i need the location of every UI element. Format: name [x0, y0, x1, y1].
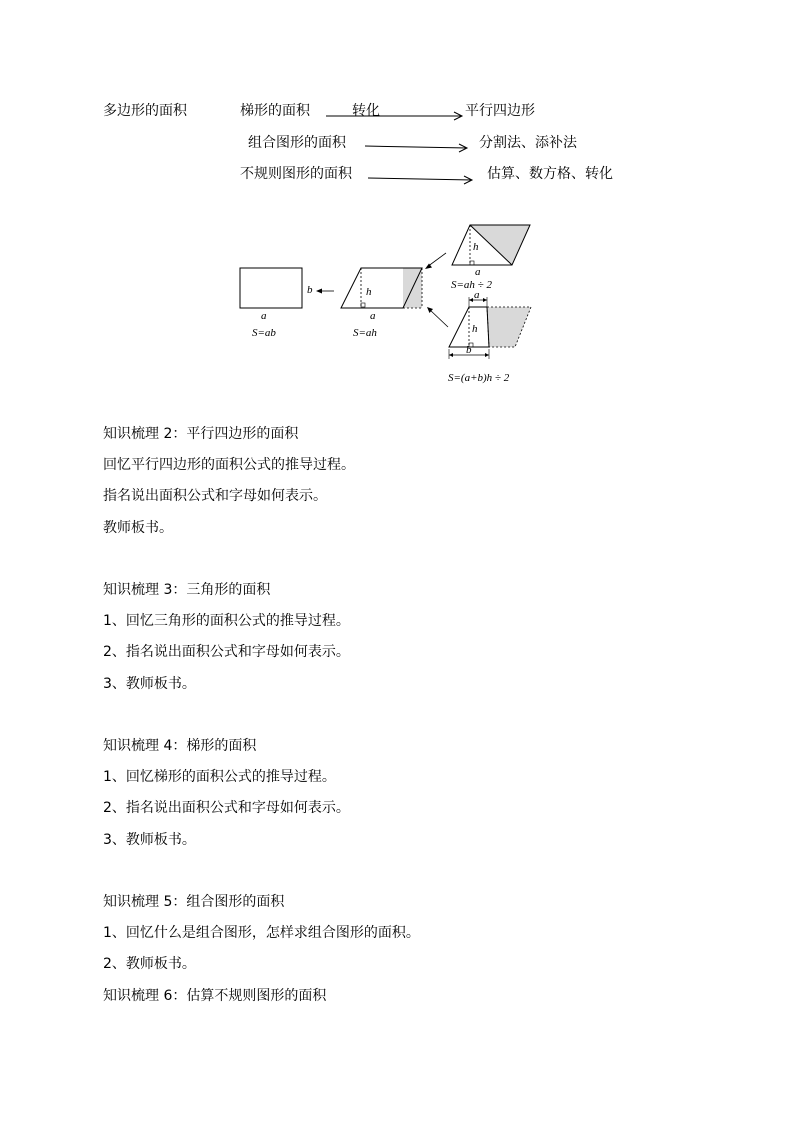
summary-row1-left: 梯形的面积: [240, 103, 310, 119]
trap-b-label: b: [466, 344, 472, 356]
section-3-line-1: 1、回忆三角形的面积公式的推导过程。: [103, 613, 350, 629]
section-5-line-1: 1、回忆什么是组合图形，怎样求组合图形的面积。: [103, 925, 420, 941]
arrow-icon: [365, 140, 471, 154]
section-3-line-3: 3、教师板书。: [103, 676, 196, 692]
trapezoid-figure: [448, 289, 531, 384]
arrow-icon: [368, 172, 476, 186]
section-6-title: 知识梳理 6：估算不规则图形的面积: [103, 988, 327, 1004]
section-4-line-2: 2、指名说出面积公式和字母如何表示。: [103, 800, 350, 816]
section-4-line-3: 3、教师板书。: [103, 832, 196, 848]
triangle-figure: [451, 225, 530, 291]
section-5-line-2: 2、教师板书。: [103, 956, 196, 972]
trap-formula: S=(a+b)h ÷ 2: [448, 372, 510, 384]
summary-row2-right: 分割法、添补法: [479, 135, 577, 151]
parallelogram-figure: [341, 268, 422, 339]
section-5-title: 知识梳理 5：组合图形的面积: [103, 894, 285, 910]
para-formula: S=ah: [353, 327, 377, 339]
trap-h-label: h: [472, 323, 478, 335]
summary-row3-left: 不规则图形的面积: [240, 166, 352, 182]
summary-row3-right: 估算、数方格、转化: [487, 166, 613, 182]
section-2-line-1: 回忆平行四边形的面积公式的推导过程。: [103, 457, 355, 473]
section-4-line-1: 1、回忆梯形的面积公式的推导过程。: [103, 769, 336, 785]
arrow-icon: [427, 307, 448, 327]
section-3-title: 知识梳理 3：三角形的面积: [103, 582, 271, 598]
rectangle-figure: [240, 268, 313, 339]
rect-b-label: b: [307, 284, 313, 296]
area-derivation-diagram: [230, 215, 550, 390]
summary-heading: 多边形的面积: [103, 103, 187, 119]
trap-a-label: a: [474, 289, 480, 301]
arrow-icon: [425, 253, 446, 269]
section-3-line-2: 2、指名说出面积公式和字母如何表示。: [103, 644, 350, 660]
tri-formula: S=ah ÷ 2: [451, 279, 492, 291]
summary-row2-left: 组合图形的面积: [248, 135, 346, 151]
tri-a-label: a: [475, 266, 481, 278]
rect-a-label: a: [261, 310, 267, 322]
para-h-label: h: [366, 286, 372, 298]
section-2-title: 知识梳理 2：平行四边形的面积: [103, 426, 299, 442]
arrow-icon: [326, 108, 466, 122]
tri-h-label: h: [473, 241, 479, 253]
summary-row1-right: 平行四边形: [465, 103, 535, 119]
summary-row1-mid: 转化: [352, 103, 380, 119]
para-a-label: a: [370, 310, 376, 322]
arrow-icon: [316, 289, 334, 294]
section-2-line-3: 教师板书。: [103, 520, 173, 536]
section-2-line-2: 指名说出面积公式和字母如何表示。: [103, 488, 327, 504]
rect-formula: S=ab: [252, 327, 276, 339]
section-4-title: 知识梳理 4：梯形的面积: [103, 738, 257, 754]
